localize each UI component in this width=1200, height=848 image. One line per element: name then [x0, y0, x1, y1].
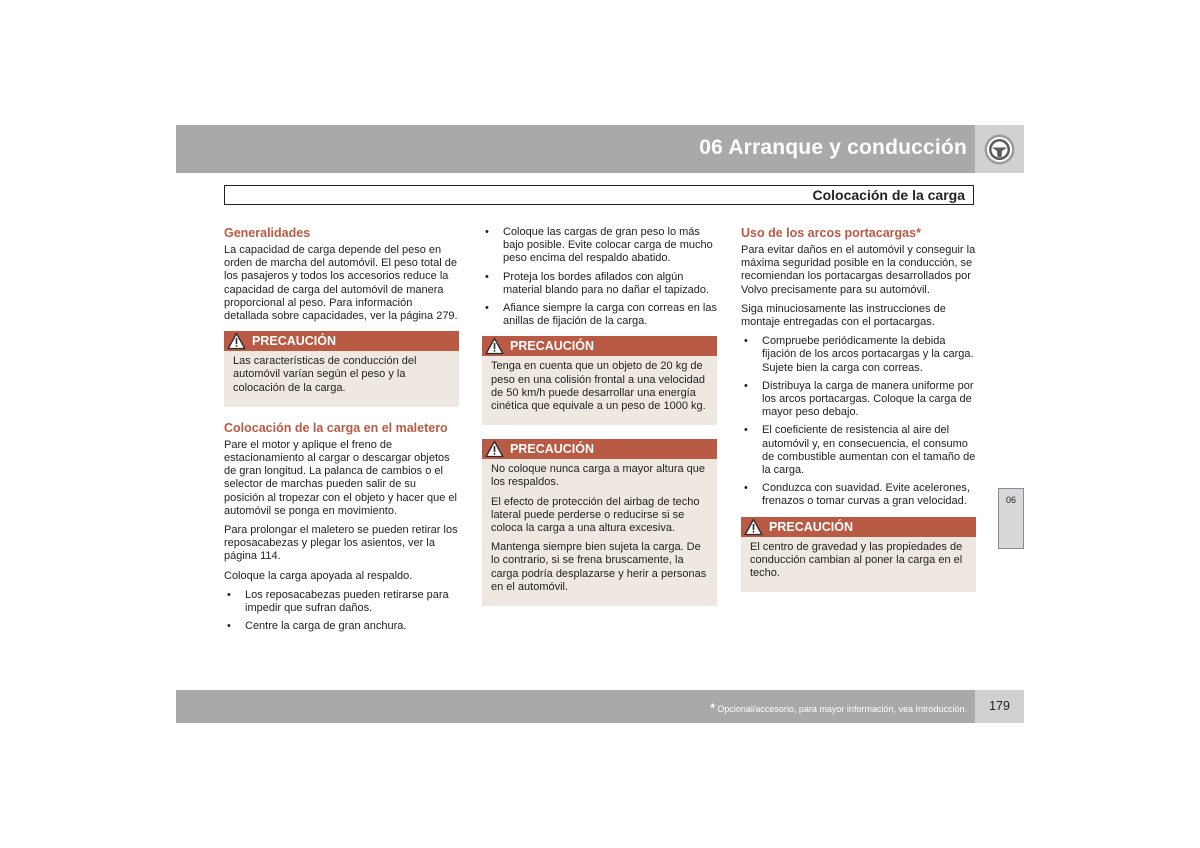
- section-header: [224, 185, 974, 205]
- chapter-title: 06 Arranque y conducción: [699, 136, 967, 159]
- list-item: • Compruebe periódicamente la debida fijación de los arcos portacargas y la carga. Sujete bien la carga con correas.: [741, 335, 976, 375]
- warning-body: [741, 537, 976, 581]
- bullet-list: [482, 226, 717, 328]
- column-3: [741, 226, 976, 606]
- warning-body: [224, 351, 459, 395]
- warning-text: Las características de conducción del automóvil varían según el peso y la colocación de la carga.: [233, 355, 417, 394]
- warning-text: Mantenga siempre bien sujeta la carga. De lo contrario, si se frena bruscamente, la carga podría desplazarse y herir a personas en el automóvil.: [491, 541, 707, 593]
- bullet-list: [224, 589, 459, 634]
- list-item: • Proteja los bordes afilados con algún material blando para no dañar el tapizado.: [482, 271, 717, 297]
- warning-header: [224, 331, 459, 351]
- page-number-box: [975, 690, 1024, 723]
- paragraph: Para prolongar el maletero se pueden retirar los reposacabezas y plegar los asientos, ver la página 114.: [224, 524, 458, 563]
- section-title: Colocación de la carga: [812, 187, 965, 203]
- warning-text: El efecto de protección del airbag de techo lateral puede perderse o reducirse si se coloca la carga a una altura excesiva.: [491, 495, 700, 535]
- heading-maletero: Colocación de la carga en el maletero: [224, 420, 448, 435]
- footer-bar: [176, 690, 975, 723]
- warning-triangle-icon: [744, 518, 763, 536]
- warning-box: [741, 517, 976, 593]
- chapter-icon-box: [975, 125, 1024, 173]
- chapter-side-tab: 06: [998, 488, 1024, 549]
- warning-body: [482, 356, 717, 413]
- warning-box: [482, 336, 717, 425]
- paragraph: Pare el motor y aplique el freno de estacionamiento al cargar o descargar objetos de gran longitud. La palanca de cambios o el selector de marchas pueden salir de su posición al tropezar con el objeto y hacer que el automóvil se ponga en movimiento.: [224, 438, 457, 517]
- chapter-header-bar: [176, 125, 975, 173]
- column-1: [224, 226, 459, 639]
- warning-title: PRECAUCIÓN: [769, 519, 854, 534]
- paragraph: La capacidad de carga depende del peso en orden de marcha del automóvil. El peso total de los pasajeros y todos los accesorios reduce la capacidad de carga del automóvil de manera proporcional al peso. Para información detallada sobre capacidades, ver la página 279.: [224, 244, 458, 323]
- warning-box: [482, 439, 717, 606]
- warning-header: [482, 336, 717, 356]
- warning-title: PRECAUCIÓN: [252, 334, 337, 349]
- footnote-text: Opcional/accesorio, para mayor información, vea Introducción.: [714, 704, 967, 714]
- list-item: • Distribuya la carga de manera uniforme por los arcos portacargas. Coloque la carga de mayor peso debajo.: [741, 380, 976, 420]
- page-number: 179: [989, 699, 1010, 713]
- heading-portacargas: Uso de los arcos portacargas*: [741, 226, 921, 240]
- paragraph: Siga minuciosamente las instrucciones de montaje entregadas con el portacargas.: [741, 302, 946, 329]
- list-item: • Conduzca con suavidad. Evite acelerones, frenazos o tomar curvas a gran velocidad.: [741, 482, 976, 508]
- warning-text: El centro de gravedad y las propiedades de conducción cambian al poner la carga en el techo.: [750, 540, 963, 580]
- warning-title: PRECAUCIÓN: [510, 339, 595, 354]
- list-item: • El coeficiente de resistencia al aire del automóvil y, en consecuencia, el consumo de combustible aumentan con el tamaño de la carga.: [741, 424, 976, 477]
- footnote-star: *: [710, 701, 715, 715]
- column-2: [482, 226, 717, 620]
- warning-text: Tenga en cuenta que un objeto de 20 kg de peso en una colisión frontal a una velocidad de 50 km/h puede desarrollar una energía cinética que equivale a un peso de 1000 kg.: [491, 360, 706, 413]
- heading-generalidades: Generalidades: [224, 226, 311, 240]
- warning-triangle-icon: [485, 337, 504, 355]
- list-item: • Afiance siempre la carga con correas en las anillas de fijación de la carga.: [482, 302, 717, 328]
- paragraph: Coloque la carga apoyada al respaldo.: [224, 569, 413, 582]
- steering-wheel-icon: [983, 133, 1016, 166]
- warning-title: PRECAUCIÓN: [510, 442, 595, 457]
- footnote: [710, 701, 967, 715]
- warning-text: No coloque nunca carga a mayor altura que los respaldos.: [491, 463, 706, 489]
- bullet-list: [741, 335, 976, 508]
- warning-triangle-icon: [227, 332, 246, 350]
- warning-header: [482, 439, 717, 459]
- warning-box: [224, 331, 459, 407]
- list-item: • Los reposacabezas pueden retirarse para impedir que sufran daños.: [224, 589, 459, 615]
- list-item: • Centre la carga de gran anchura.: [224, 620, 459, 633]
- list-item: • Coloque las cargas de gran peso lo más bajo posible. Evite colocar carga de mucho peso encima del respaldo abatido.: [482, 226, 717, 266]
- warning-header: [741, 517, 976, 537]
- paragraph: Para evitar daños en el automóvil y conseguir la máxima seguridad posible en la conducción, se recomiendan los portacargas desarrollados por Volvo precisamente para su automóvil.: [741, 244, 976, 296]
- warning-body: [482, 459, 717, 594]
- warning-triangle-icon: [485, 440, 504, 458]
